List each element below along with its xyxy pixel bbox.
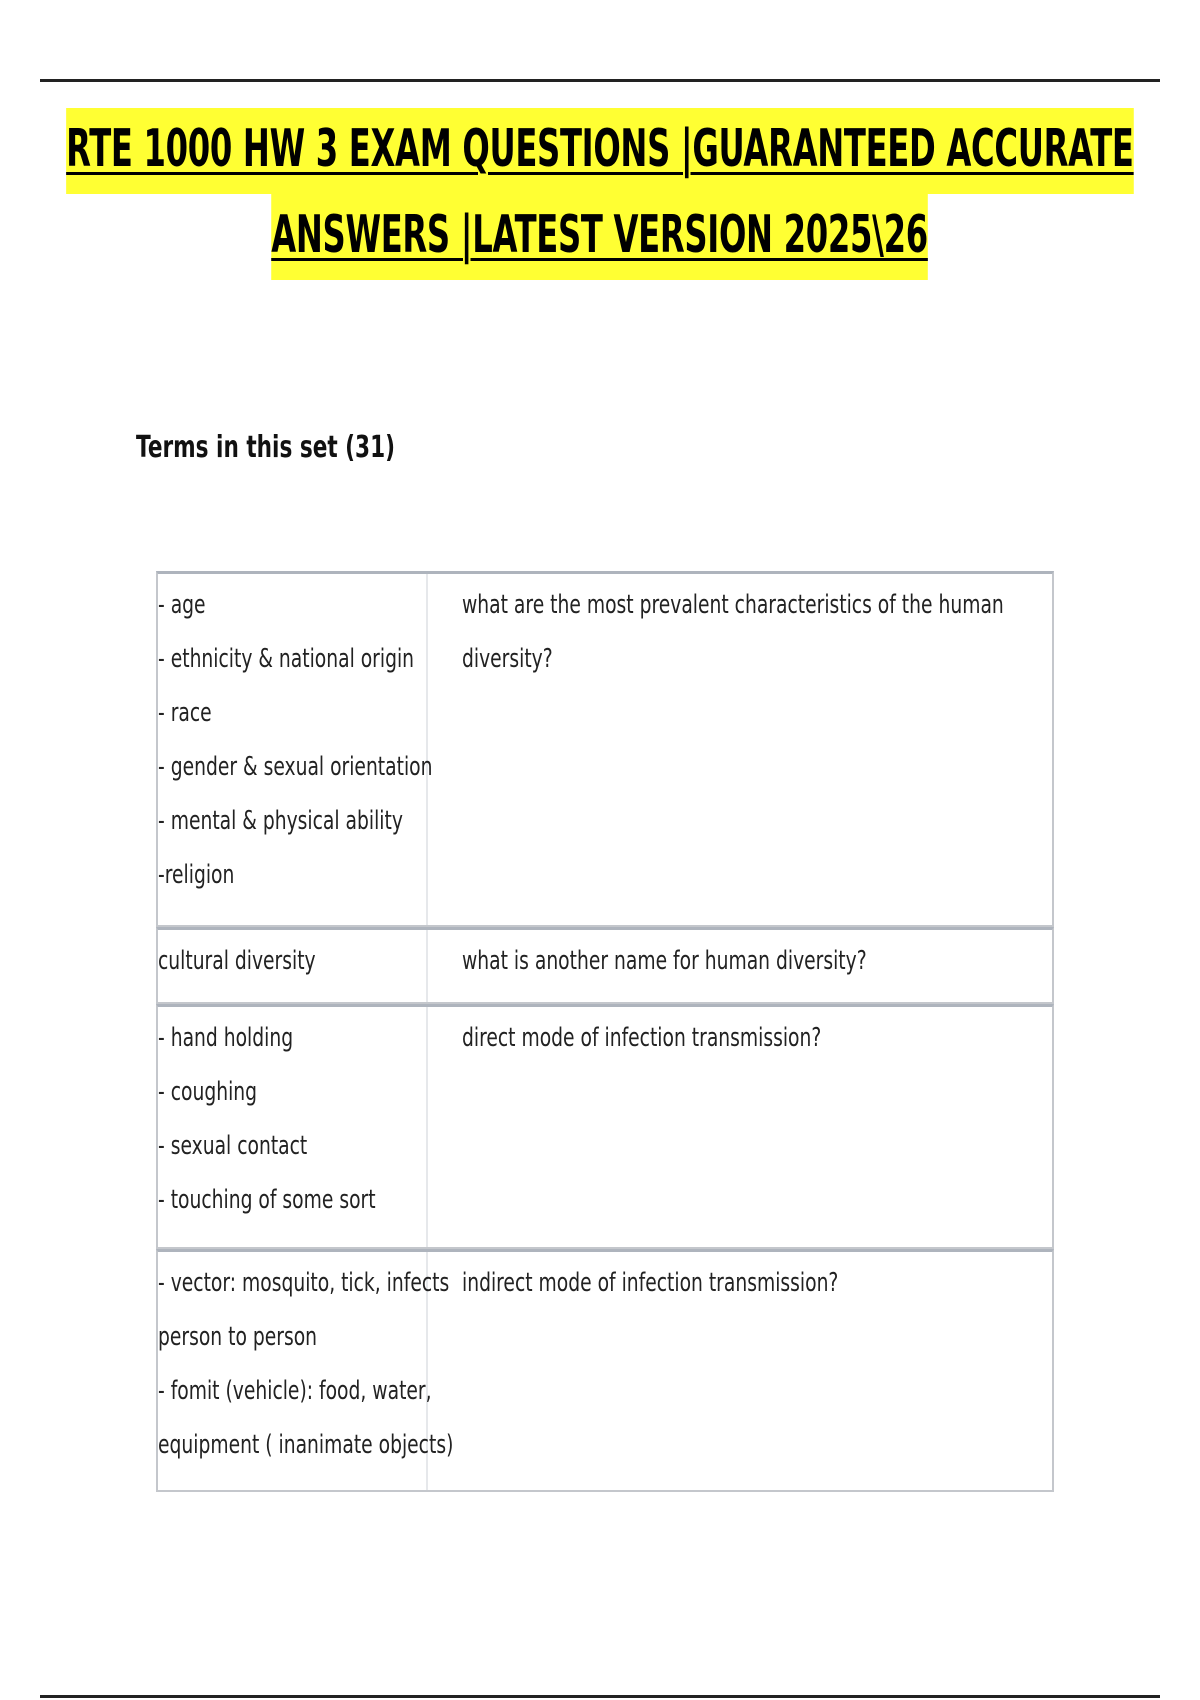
term-line: person to person [158, 1322, 318, 1352]
flashcard-list [156, 571, 1054, 1492]
card-term [158, 574, 433, 925]
term-line: - vector: mosquito, tick, infects [158, 1268, 450, 1298]
card-definition [428, 1252, 1052, 1490]
term-line: - age [158, 590, 206, 620]
definition-line: what are the most prevalent characteristics of the human [462, 590, 1004, 620]
term-line: cultural diversity [158, 946, 316, 976]
term-line: - fomit (vehicle): food, water, [158, 1376, 432, 1406]
card-term [158, 1252, 454, 1490]
term-line: - race [158, 698, 212, 728]
definition-line: indirect mode of infection transmission? [462, 1268, 839, 1298]
term-line: - hand holding [158, 1023, 294, 1053]
term-line: - coughing [158, 1077, 258, 1107]
card-term [158, 1007, 428, 1247]
definition-line: diversity? [462, 644, 553, 674]
card-definition [428, 574, 1200, 925]
flashcard [156, 1004, 1054, 1249]
document-title [0, 108, 1200, 280]
card-term [158, 930, 428, 1002]
term-line: equipment ( inanimate objects) [158, 1430, 454, 1460]
card-definition [428, 930, 1052, 1002]
term-line: - sexual contact [158, 1131, 308, 1161]
flashcard [156, 1249, 1054, 1492]
terms-count-heading: Terms in this set (31) [136, 430, 395, 465]
top-rule [40, 79, 1160, 82]
term-line: - ethnicity & national origin [158, 644, 415, 674]
term-line: - gender & sexual orientation [158, 752, 433, 782]
term-line: -religion [158, 860, 235, 890]
definition-line: what is another name for human diversity? [462, 946, 867, 976]
title-line-1: RTE 1000 HW 3 EXAM QUESTIONS |GUARANTEED ACCURATE [66, 108, 1133, 194]
flashcard [156, 927, 1054, 1004]
term-line: - touching of some sort [158, 1185, 376, 1215]
flashcard [156, 571, 1054, 927]
bottom-rule [40, 1695, 1160, 1698]
definition-line: direct mode of infection transmission? [462, 1023, 822, 1053]
title-line-2: ANSWERS |LATEST VERSION 2025\26 [272, 194, 929, 280]
card-definition [428, 1007, 1052, 1247]
term-line: - mental & physical ability [158, 806, 403, 836]
